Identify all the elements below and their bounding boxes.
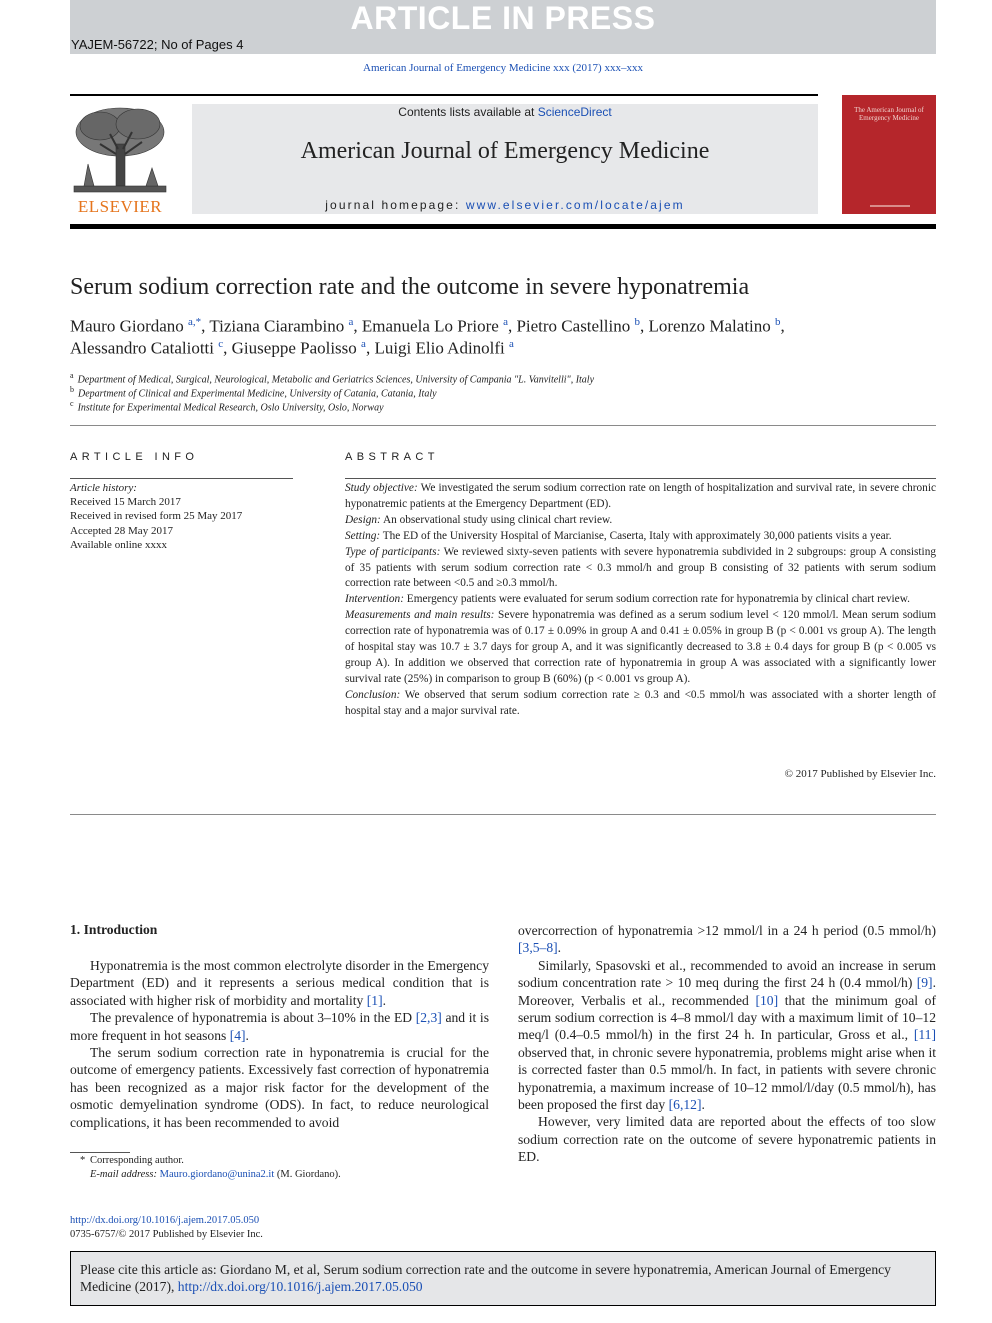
contents-available-line: [192, 105, 818, 119]
affiliation-c: $^c$ Institute for Experimental Medical Research, Oslo University, Oslo, Norway: [70, 399, 384, 414]
author-affiliation-marker[interactable]: b: [775, 316, 781, 328]
section-heading-introduction: 1. Introduction: [70, 922, 158, 937]
abstract-body: [345, 481, 936, 720]
issn-line: 0735-6757/© 2017 Published by Elsevier Inc.: [70, 1229, 263, 1240]
journal-reference-link[interactable]: American Journal of Emergency Medicine xxx (2017) xxx–xxx: [363, 62, 643, 74]
author-affiliation-marker[interactable]: c: [218, 338, 224, 350]
corresponding-author-note: Corresponding author.: [90, 1155, 184, 1166]
paragraph: The serum sodium correction rate in hyponatremia is crucial for the outcome of emergency patients. Excessively fast correction of hyponatremia has been recognized as a major risk factor for the development of the osmotic demyelination syndrome (ODS). In fact, to reduce neurological complications, it has been recommended to avoid: [70, 1045, 489, 1130]
cover-decoration: [870, 205, 910, 207]
article-in-press-banner: [70, 0, 936, 36]
header-top-rule: [70, 94, 818, 96]
accepted-date: Accepted 28 May 2017: [70, 525, 173, 537]
doi-link[interactable]: http://dx.doi.org/10.1016/j.ajem.2017.05.050: [70, 1215, 260, 1226]
paragraph: The prevalence of hyponatremia is about 3–10% in the ED [2,3] and it is more frequent in hot seasons [4].: [70, 1010, 490, 1043]
citation-link[interactable]: [10]: [755, 992, 779, 1008]
author-list-line-2: [70, 338, 936, 359]
paragraph: Hyponatremia is the most common electrolyte disorder in the Emergency Department (ED) and it represents a serious medical condition that is associated with higher risk of morbidity and mortality [1].: [70, 958, 489, 1008]
citation-link[interactable]: [6,12]: [668, 1097, 702, 1113]
homepage-link[interactable]: www.elsevier.com/locate/ajem: [465, 198, 685, 212]
citation-box: [70, 1251, 936, 1306]
online-date: Available online xxxx: [70, 539, 167, 551]
article-info-rule: [70, 478, 293, 479]
email-link[interactable]: Mauro.giordano@unina2.it: [159, 1169, 275, 1180]
footnote-star: *: [80, 1155, 86, 1166]
abstract-intervention: Intervention: Emergency patients were evaluated for serum sodium correction rate for hyponatremia by clinical chart review.: [345, 593, 910, 606]
abstract-objective: Study objective: We investigated the serum sodium correction rate on length of hospitalization and survival rate, in severe chronic hyponatremic patients at the Emergency Department (ED).: [345, 482, 936, 510]
author-separator: ,: [780, 316, 785, 336]
author-affiliation-marker[interactable]: a: [361, 338, 366, 350]
author-affiliation-marker[interactable]: a: [509, 338, 514, 350]
author-name[interactable]: Pietro Castellino: [516, 316, 631, 336]
cover-title: The American Journal of Emergency Medicine: [854, 106, 924, 122]
body-left-column: [70, 957, 489, 1131]
abstract-conclusion: Conclusion: We observed that serum sodium correction rate ≥ 0.3 and <0.5 mmol/h was associated with a shorter length of hospital stay and a major survival rate.: [345, 688, 936, 717]
author-separator: ,: [201, 316, 210, 336]
divider: [70, 814, 936, 815]
citation-link[interactable]: [9]: [916, 975, 933, 991]
manuscript-code: YAJEM-56722; No of Pages 4: [71, 37, 244, 52]
journal-homepage-line: [192, 198, 818, 212]
received-date: Received 15 March 2017: [70, 496, 181, 508]
author-name[interactable]: Luigi Elio Adinolfi: [374, 338, 505, 358]
author-affiliation-marker[interactable]: a: [348, 316, 354, 328]
email-note: E-mail address: Mauro.giordano@unina2.it (M. Giordano).: [90, 1169, 341, 1180]
author-affiliation-marker[interactable]: b: [634, 316, 640, 328]
journal-title: American Journal of Emergency Medicine: [300, 138, 710, 164]
affiliation-a: $^a$ Department of Medical, Surgical, Neurological, Metabolic and Geriatrics Sciences, University of Campania "L. Vanvitelli", Italy: [70, 371, 595, 386]
contents-prefix: Contents lists available at: [398, 105, 538, 119]
author-name[interactable]: Tiziana Ciarambino: [209, 316, 345, 336]
homepage-prefix: journal homepage:: [325, 198, 466, 212]
citation-doi-link[interactable]: http://dx.doi.org/10.1016/j.ajem.2017.05.050: [177, 1279, 423, 1295]
article-info-heading: ARTICLE INFO: [70, 451, 199, 463]
abstract-setting: Setting: The ED of the University Hospital of Marcianise, Caserta, Italy with approximately 30,000 patients visits a year.: [345, 529, 892, 542]
affiliation-b: $^b$ Department of Clinical and Experimental Medicine, University of Catania, Catania, Italy: [70, 385, 437, 400]
manuscript-code-bar: [70, 36, 936, 54]
elsevier-wordmark: ELSEVIER: [77, 197, 163, 216]
abstract-heading: ABSTRACT: [345, 451, 439, 463]
author-name[interactable]: Alessandro Cataliotti: [70, 338, 215, 358]
author-affiliation-marker[interactable]: a,*: [188, 316, 202, 328]
paragraph: However, very limited data are reported about the effects of too slow sodium correction rate on the outcome of severe hyponatremic patients in ED.: [518, 1114, 936, 1165]
paragraph: overcorrection of hyponatremia >12 mmol/l in a 24 h period (0.5 mmol/h) [3,5–8].: [518, 923, 936, 956]
author-separator: ,: [223, 338, 232, 358]
author-separator: ,: [365, 338, 375, 358]
divider: [70, 425, 936, 426]
sciencedirect-link[interactable]: ScienceDirect: [537, 105, 612, 119]
header-thick-rule: [70, 224, 936, 229]
body-right-column: [518, 922, 936, 1166]
author-separator: ,: [640, 316, 649, 336]
author-name[interactable]: Mauro Giordano: [70, 316, 184, 336]
paragraph: Similarly, Spasovski et al., recommended to avoid an increase in serum sodium concentration rate > 10 meq during the first 24 h (0.4 mmol/h) [9]. Moreover, Verbalis et al., recommended [10] that the minimum goal of serum sodium correction is 4–8 mmol/l day with a maximum limit of 10–12 meq/l (0.4–0.5 mmol/h) in the first 24 h. In particular, Gross et al., [11] observed that, in chronic severe hyponatremia, problems might arise when it is corrected faster than 0.5 mmol/h. In fact, in patients with severe chronic hyponatremia, a maximum increase of 10–12 mmol/l/day (0.5 mmol/h), has been proposed the first day [6,12].: [518, 957, 936, 1113]
author-name[interactable]: Emanuela Lo Priore: [361, 316, 499, 336]
citation-link[interactable]: [1]: [366, 992, 383, 1008]
author-list-line-1: [70, 316, 936, 337]
author-separator: ,: [353, 316, 362, 336]
revised-date: Received in revised form 25 May 2017: [70, 510, 243, 522]
author-affiliation-marker[interactable]: a: [503, 316, 508, 328]
article-history-label: Article history:: [70, 482, 137, 494]
footnote-rule: [70, 1152, 130, 1153]
author-name[interactable]: Lorenzo Malatino: [648, 316, 771, 336]
citation-text: Please cite this article as: Giordano M, et al, Serum sodium correction rate and the outcome in severe hyponatremia, American Journal of Emergency Medicine (2017),: [80, 1262, 891, 1295]
abstract-rule: [345, 478, 936, 479]
author-separator: ,: [507, 316, 517, 336]
citation-link[interactable]: [2,3]: [415, 1010, 442, 1026]
citation-link[interactable]: [11]: [913, 1027, 936, 1043]
citation-link[interactable]: [4]: [229, 1027, 246, 1043]
abstract-results: Measurements and main results: Severe hyponatremia was defined as a serum sodium level < 120 mmol/l. Mean serum sodium correction rate of hyponatremia was of 0.17 ± 0.09% in group A and 0.41 ± 0.05% in group B (p < 0.001 vs group A). The length of hospital stay was 10.7 ± 3.7 days for group A, and it was significantly decreased to 3.8 ± 0.4 days for group B (p < 0.005 vs group A). In addition we observed that correction rate of hyponatremia in group A was associated with a significantly lower survival rate (25%) in comparison to group B (60%) (p < 0.001 vs group A).: [345, 609, 936, 685]
abstract-participants: Type of participants: We reviewed sixty-seven patients with severe hyponatremia subdivided in 2 subgroups: group A consisting of 35 patients with serum sodium correction rate < 0.3 mmol/h and group B consisting of 32 patients with serum sodium correction rate between <0.5 and ≥0.3 mmol/h.: [345, 545, 936, 590]
citation-link[interactable]: [3,5–8]: [518, 940, 558, 956]
abstract-design: Design: An observational study using clinical chart review.: [345, 513, 613, 526]
author-name[interactable]: Giuseppe Paolisso: [231, 338, 357, 358]
article-in-press-label: ARTICLE IN PRESS: [350, 0, 656, 36]
abstract-copyright: © 2017 Published by Elsevier Inc.: [784, 768, 936, 780]
article-title: Serum sodium correction rate and the outcome in severe hyponatremia: [70, 274, 750, 300]
